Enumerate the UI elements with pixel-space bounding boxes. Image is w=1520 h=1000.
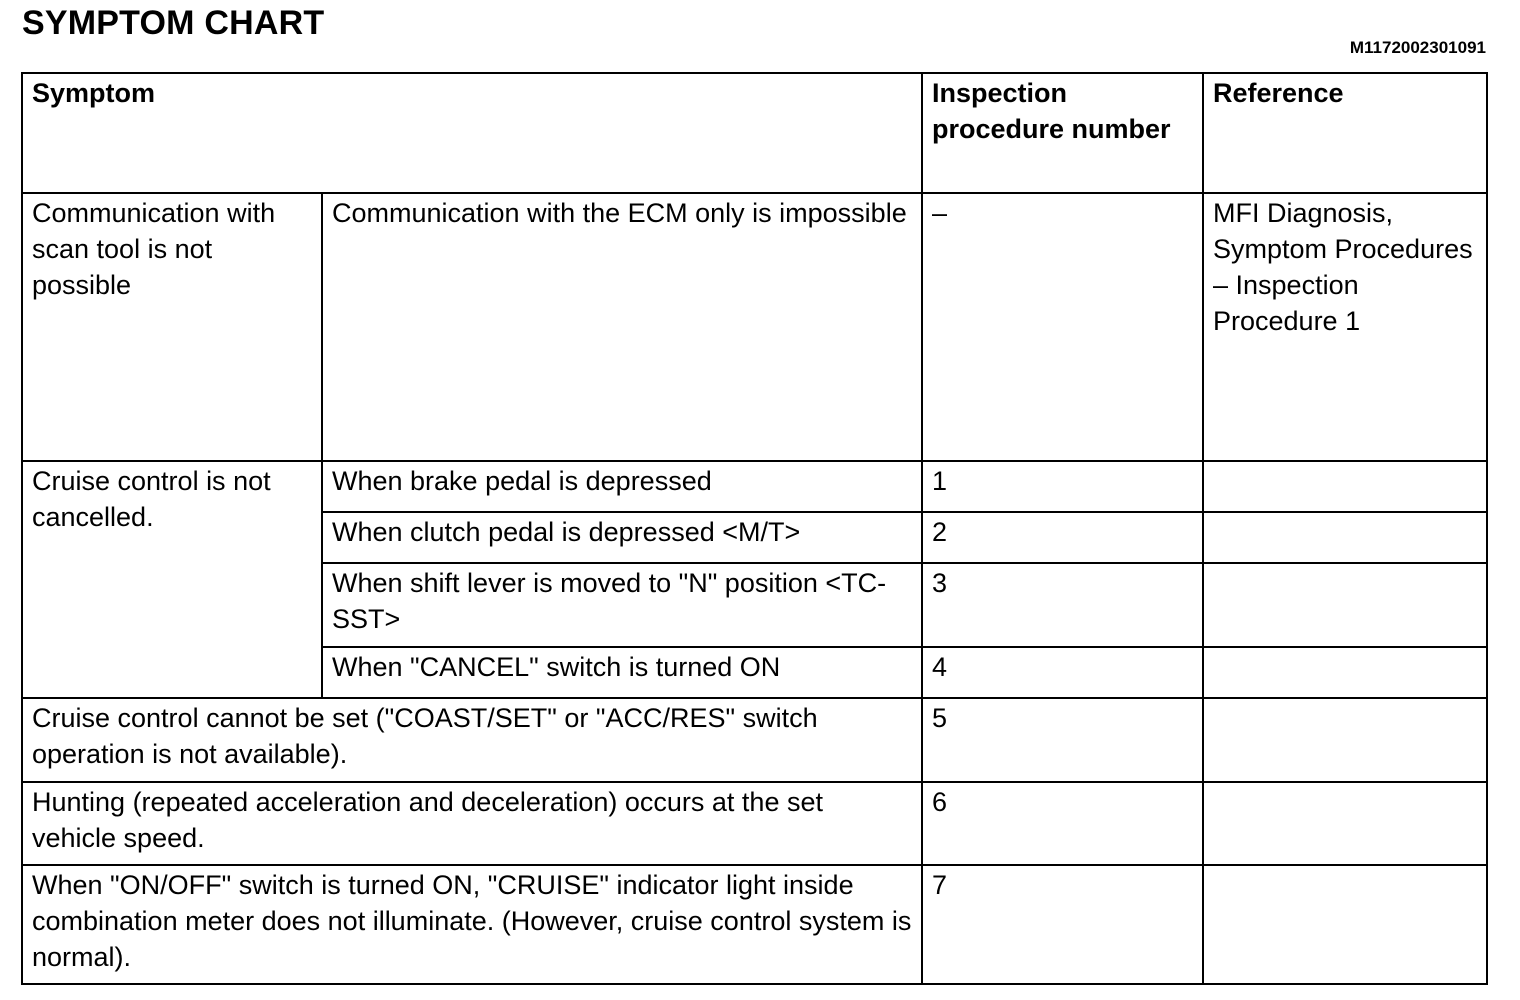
reference-cell bbox=[1203, 512, 1487, 563]
table-row bbox=[22, 865, 1487, 984]
symptom-cell: Cruise control is not cancelled. bbox=[22, 461, 322, 698]
reference-cell bbox=[1203, 563, 1487, 647]
inspection-number-cell: 2 bbox=[922, 512, 1203, 563]
header-reference: Reference bbox=[1203, 73, 1487, 193]
symptom-cell: Cruise control cannot be set ("COAST/SET" or "ACC/RES" switch operation is not available). bbox=[22, 698, 922, 782]
symptom-cell: Hunting (repeated acceleration and deceleration) occurs at the set vehicle speed. bbox=[22, 782, 922, 865]
reference-cell bbox=[1203, 782, 1487, 865]
reference-cell bbox=[1203, 865, 1487, 984]
header-inspection-number: Inspection procedure number bbox=[922, 73, 1203, 193]
reference-cell bbox=[1203, 698, 1487, 782]
reference-cell bbox=[1203, 647, 1487, 698]
inspection-number-cell: 5 bbox=[922, 698, 1203, 782]
condition-cell: When "CANCEL" switch is turned ON bbox=[322, 647, 922, 698]
inspection-number-cell: 6 bbox=[922, 782, 1203, 865]
inspection-number-cell: 7 bbox=[922, 865, 1203, 984]
condition-cell: When shift lever is moved to "N" position <TC-SST> bbox=[322, 563, 922, 647]
table-row bbox=[22, 698, 1487, 782]
inspection-number-cell: 4 bbox=[922, 647, 1203, 698]
reference-cell: MFI Diagnosis, Symptom Procedures – Inspection Procedure 1 bbox=[1203, 193, 1487, 461]
header-symptom: Symptom bbox=[22, 73, 922, 193]
table-header-row bbox=[22, 73, 1487, 193]
condition-cell: When clutch pedal is depressed <M/T> bbox=[322, 512, 922, 563]
symptom-cell: Communication with scan tool is not possible bbox=[22, 193, 322, 461]
reference-cell bbox=[1203, 461, 1487, 512]
symptom-table bbox=[21, 72, 1488, 985]
inspection-number-cell: 3 bbox=[922, 563, 1203, 647]
symptom-cell: When "ON/OFF" switch is turned ON, "CRUISE" indicator light inside combination meter does not illuminate. (However, cruise control system is normal). bbox=[22, 865, 922, 984]
inspection-number-cell: 1 bbox=[922, 461, 1203, 512]
table-row bbox=[22, 782, 1487, 865]
page-title: SYMPTOM CHART bbox=[22, 4, 325, 42]
inspection-number-cell: – bbox=[922, 193, 1203, 461]
condition-cell: When brake pedal is depressed bbox=[322, 461, 922, 512]
table-row bbox=[22, 193, 1487, 461]
document-code: M1172002301091 bbox=[1349, 38, 1486, 57]
condition-cell: Communication with the ECM only is impossible bbox=[322, 193, 922, 461]
table-row bbox=[22, 461, 1487, 512]
